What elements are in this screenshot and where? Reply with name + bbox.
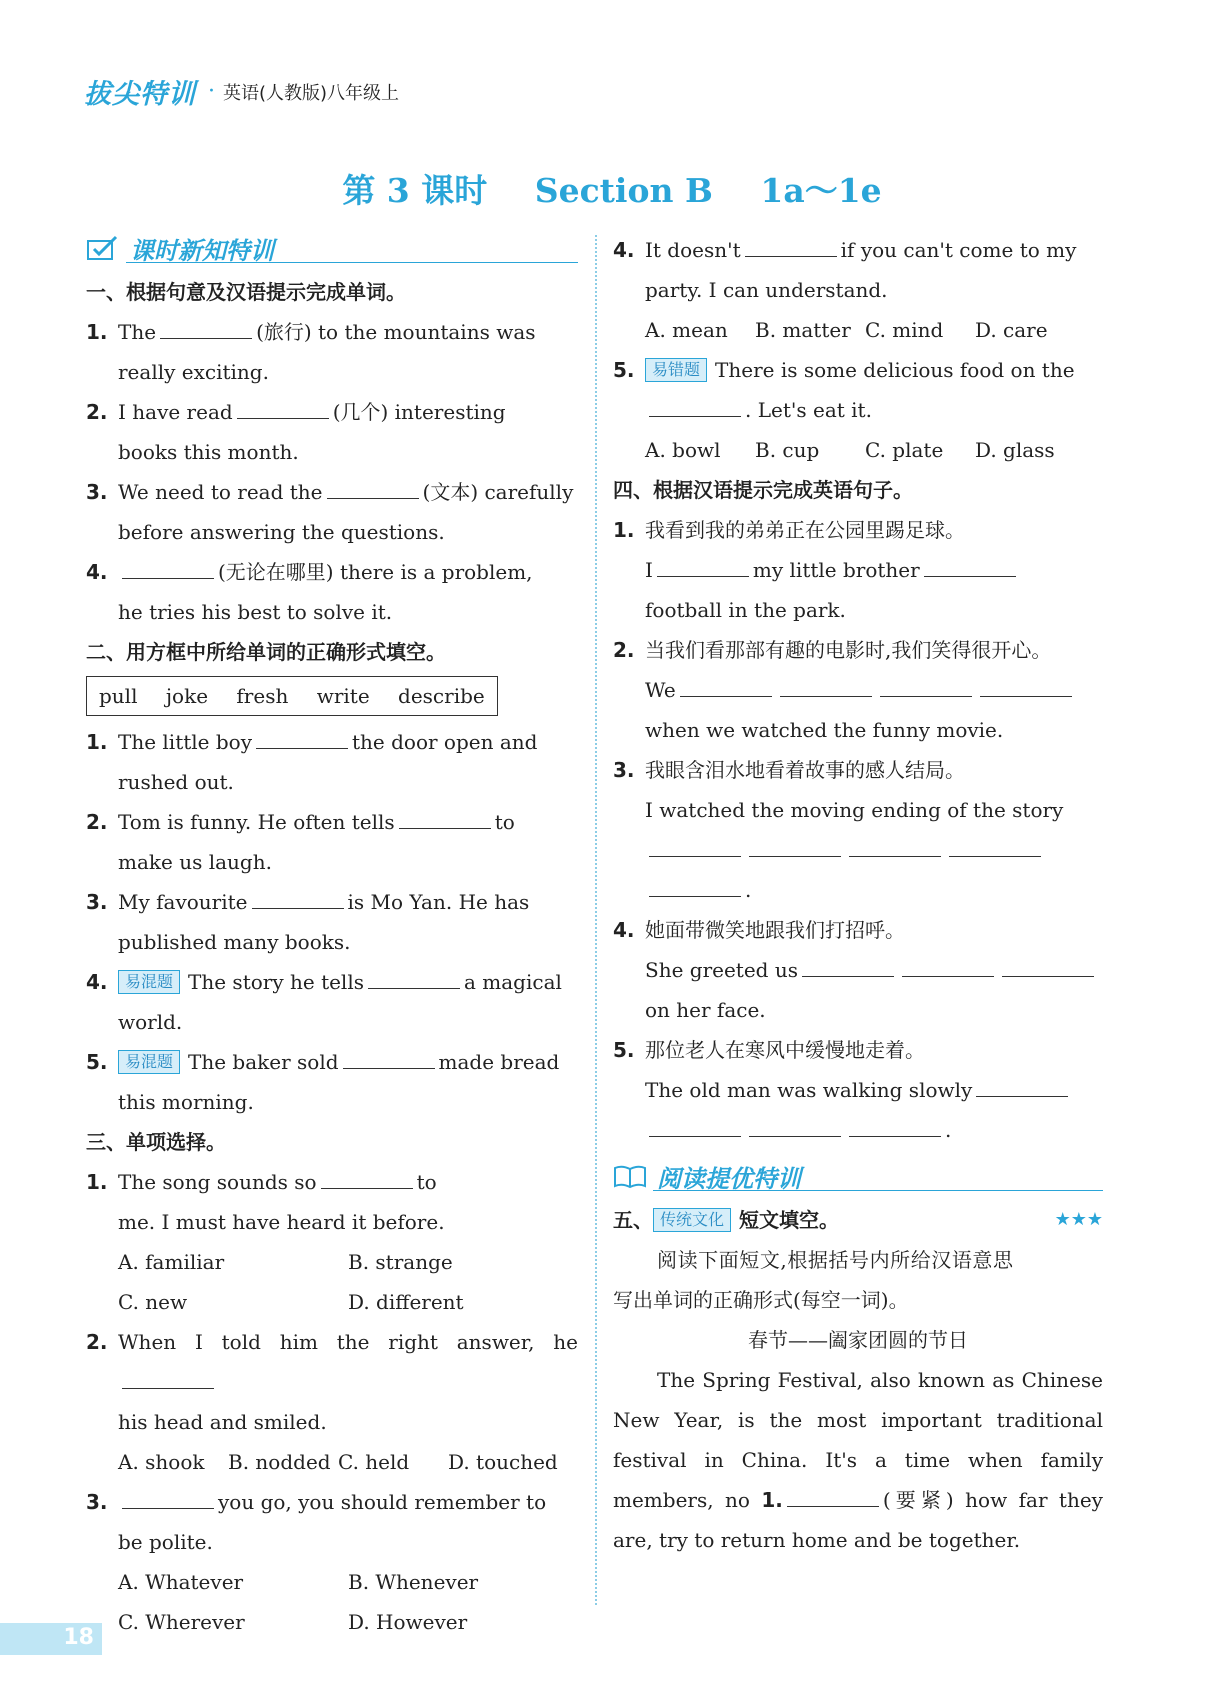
question-text: made bread: [438, 1050, 560, 1074]
question-text: a magical: [464, 970, 562, 994]
question-text: The song sounds so: [118, 1170, 317, 1194]
question-continuation: before answering the questions.: [118, 520, 445, 544]
question-number: 4.: [86, 970, 108, 994]
choice-options: [613, 310, 1103, 350]
answer-blank[interactable]: [649, 872, 741, 897]
answer-blank[interactable]: [321, 1164, 413, 1189]
question-number: 4.: [613, 238, 635, 262]
answer-blank[interactable]: [368, 964, 460, 989]
chinese-prompt: 那位老人在寒风中缓慢地走着。: [645, 1038, 925, 1062]
word-box-item: describe: [398, 684, 485, 708]
page-header: [84, 72, 399, 111]
question-text: The baker sold: [188, 1050, 339, 1074]
question-number: 2.: [86, 400, 108, 424]
option-c[interactable]: C. mind: [865, 318, 944, 342]
option-d[interactable]: D. care: [975, 318, 1048, 342]
question-text: When I told him the right answer, he: [118, 1330, 578, 1354]
option-d[interactable]: D. However: [348, 1610, 468, 1634]
part-heading: [613, 1200, 1103, 1240]
answer-blank[interactable]: [237, 394, 329, 419]
answer-line: .: [613, 870, 1103, 910]
brand-logo: 拔尖特训: [84, 79, 196, 110]
right-column: [613, 230, 1103, 1560]
choice-options: [613, 430, 1103, 470]
question-text: We: [645, 678, 676, 702]
section-rule: [653, 1190, 1103, 1191]
answer-blank[interactable]: [160, 314, 252, 339]
question-text: the door open and: [352, 730, 538, 754]
question-number: 2.: [86, 810, 108, 834]
answer-blank[interactable]: [749, 1112, 841, 1137]
question-continuation: on her face.: [645, 998, 766, 1022]
question-text: There is some delicious food on the: [715, 358, 1075, 382]
lesson-number: 第 3 课时: [342, 171, 488, 210]
question-item: [613, 630, 1103, 670]
answer-blank[interactable]: [976, 1072, 1068, 1097]
question-continuation: published many books.: [118, 930, 351, 954]
word-box-item: joke: [165, 684, 209, 708]
question-text: is Mo Yan. He has: [347, 890, 530, 914]
question-number: 3.: [613, 758, 635, 782]
question-item: [613, 910, 1103, 950]
question-number: 2.: [86, 1330, 108, 1354]
option-b[interactable]: B. strange: [348, 1250, 453, 1274]
option-a[interactable]: A. familiar: [118, 1250, 225, 1274]
question-item: [86, 552, 578, 592]
passage-segment: The Spring Festival, also known as Chinese New Year, is the most important traditional festival in China. It's a time when family members, no: [613, 1368, 1103, 1512]
question-item: [613, 1030, 1103, 1070]
answer-blank[interactable]: [649, 1112, 741, 1137]
answer-blank[interactable]: [902, 952, 994, 977]
answer-blank[interactable]: [880, 672, 972, 697]
question-tag-badge: 易错题: [645, 358, 707, 382]
part-number: 五、: [613, 1208, 653, 1232]
option-a[interactable]: A. shook: [118, 1450, 205, 1474]
question-item: [86, 722, 578, 762]
answer-blank[interactable]: [780, 672, 872, 697]
question-number: 5.: [613, 358, 635, 382]
part-heading: 二、用方框中所给单词的正确形式填空。: [86, 640, 446, 664]
part-heading-text: 短文填空。: [739, 1208, 840, 1232]
question-item: [86, 1482, 578, 1522]
question-number: 1.: [613, 518, 635, 542]
answer-blank[interactable]: [1002, 952, 1094, 977]
answer-blank[interactable]: [849, 1112, 941, 1137]
passage-title: 春节——阖家团圆的节日: [748, 1328, 968, 1352]
question-continuation: books this month.: [118, 440, 299, 464]
question-text: (无论在哪里) there is a problem,: [218, 560, 533, 584]
answer-blank[interactable]: [649, 392, 741, 417]
instructions: 阅读下面短文,根据括号内所给汉语意思写出单词的正确形式(每空一词)。: [613, 1248, 1013, 1312]
section-title: 阅读提优特训: [657, 1164, 801, 1193]
answer-blank[interactable]: [849, 832, 941, 857]
question-text: The story he tells: [188, 970, 364, 994]
question-number: 1.: [86, 730, 108, 754]
difficulty-stars: ★★★: [1054, 1209, 1103, 1230]
question-item: [86, 1042, 578, 1082]
chinese-prompt: 她面带微笑地跟我们打招呼。: [645, 918, 905, 942]
left-column: [86, 230, 578, 1642]
column-divider: [595, 235, 597, 1605]
question-item: [86, 472, 578, 512]
question-tag-badge: 易混题: [118, 1050, 180, 1074]
blank-number: 1.: [761, 1488, 783, 1512]
section-title: 课时新知特训: [130, 236, 274, 265]
question-item: [86, 802, 578, 842]
question-text: (几个) interesting: [332, 400, 506, 424]
choice-options: [86, 1242, 578, 1322]
question-continuation: rushed out.: [118, 770, 234, 794]
answer-blank[interactable]: [252, 884, 344, 909]
question-text: The: [118, 320, 157, 344]
option-d[interactable]: D. different: [348, 1290, 464, 1314]
option-c[interactable]: C. Wherever: [118, 1610, 245, 1634]
question-number: 1.: [86, 320, 108, 344]
question-text: I have read: [118, 400, 233, 424]
part-heading: 四、根据汉语提示完成英语句子。: [613, 478, 913, 502]
passage-segment: (要紧) how far they are, try to return home and be together.: [613, 1488, 1103, 1552]
option-a[interactable]: A. mean: [645, 318, 728, 342]
question-text: My favourite: [118, 890, 248, 914]
question-item: [613, 750, 1103, 790]
answer-blank[interactable]: [980, 672, 1072, 697]
question-text: The old man was walking slowly: [645, 1078, 973, 1102]
part-heading: 三、单项选择。: [86, 1130, 226, 1154]
passage-text: [613, 1360, 1103, 1560]
answer-blank[interactable]: [802, 952, 894, 977]
answer-blank[interactable]: [924, 552, 1016, 577]
answer-line: [613, 1070, 1103, 1110]
question-continuation: he tries his best to solve it.: [118, 600, 393, 624]
question-text: She greeted us: [645, 958, 798, 982]
answer-line: .: [613, 1110, 1103, 1150]
answer-line: [613, 950, 1103, 990]
word-box: [86, 676, 498, 716]
answer-line: [613, 830, 1103, 870]
question-text: you go, you should remember to: [218, 1490, 547, 1514]
question-text: if you can't come to my: [840, 238, 1077, 262]
question-continuation: really exciting.: [118, 360, 269, 384]
answer-blank[interactable]: [949, 832, 1041, 857]
question-text: Tom is funny. He often tells: [118, 810, 395, 834]
question-item: [86, 882, 578, 922]
header-dot: ·: [208, 79, 215, 104]
option-c[interactable]: C. new: [118, 1290, 188, 1314]
option-b[interactable]: B. cup: [755, 438, 820, 462]
answer-blank[interactable]: [122, 1484, 214, 1509]
page-number-tab: [0, 1623, 102, 1655]
question-item: [613, 350, 1103, 390]
answer-line: [613, 550, 1103, 590]
question-number: 5.: [613, 1038, 635, 1062]
subject-label: 英语(人教版)八年级上: [223, 82, 400, 104]
answer-blank[interactable]: [122, 554, 214, 579]
question-number: 2.: [613, 638, 635, 662]
choice-options: [86, 1562, 578, 1642]
word-box-item: write: [316, 684, 370, 708]
lesson-title: [0, 165, 1224, 212]
section-header-reading: [613, 1158, 1103, 1194]
question-text: It doesn't: [645, 238, 741, 262]
question-text: my little brother: [752, 558, 920, 582]
question-continuation: world.: [118, 1010, 183, 1034]
question-text: The little boy: [118, 730, 253, 754]
chinese-prompt: 当我们看那部有趣的电影时,我们笑得很开心。: [645, 638, 1052, 662]
question-text: We need to read the: [118, 480, 323, 504]
chinese-prompt: 我看到我的弟弟正在公园里踢足球。: [645, 518, 965, 542]
question-continuation: his head and smiled.: [118, 1410, 327, 1434]
answer-blank[interactable]: [680, 672, 772, 697]
answer-blank[interactable]: [657, 552, 749, 577]
choice-options: [86, 1442, 578, 1482]
answer-blank[interactable]: [343, 1044, 435, 1069]
question-text: . Let's eat it.: [745, 398, 872, 422]
option-d[interactable]: D. glass: [975, 438, 1055, 462]
option-b[interactable]: B. nodded: [228, 1450, 331, 1474]
question-number: 3.: [86, 1490, 108, 1514]
option-b[interactable]: B. matter: [755, 318, 851, 342]
answer-blank[interactable]: [749, 832, 841, 857]
page-number: 18: [63, 1625, 94, 1650]
question-text: I watched the moving ending of the story: [645, 798, 1064, 822]
question-number: 3.: [86, 480, 108, 504]
option-c[interactable]: C. plate: [865, 438, 944, 462]
question-tag-badge: 易混题: [118, 970, 180, 994]
question-continuation: make us laugh.: [118, 850, 272, 874]
answer-blank[interactable]: [787, 1482, 879, 1507]
answer-blank[interactable]: [649, 832, 741, 857]
word-box-item: pull: [99, 684, 138, 708]
question-continuation: football in the park.: [645, 598, 846, 622]
answer-blank[interactable]: [745, 232, 837, 257]
question-continuation: when we watched the funny movie.: [645, 718, 1004, 742]
question-text: I: [645, 558, 653, 582]
part-heading: 一、根据句意及汉语提示完成单词。: [86, 280, 406, 304]
open-book-icon: [613, 1163, 647, 1189]
question-item: [86, 392, 578, 432]
answer-blank[interactable]: [122, 1364, 214, 1389]
culture-tag-badge: 传统文化: [653, 1208, 731, 1232]
option-d[interactable]: D. touched: [448, 1450, 558, 1474]
answer-blank[interactable]: [327, 474, 419, 499]
question-continuation: this morning.: [118, 1090, 254, 1114]
section-header-new-knowledge: [86, 230, 578, 266]
question-item: [86, 1162, 578, 1202]
word-box-item: fresh: [236, 684, 289, 708]
question-number: 4.: [613, 918, 635, 942]
checkbook-icon: [86, 235, 120, 261]
section-range: 1a～1e: [760, 171, 882, 210]
question-continuation: party. I can understand.: [645, 278, 888, 302]
question-number: 1.: [86, 1170, 108, 1194]
option-a[interactable]: A. Whatever: [118, 1570, 244, 1594]
chinese-prompt: 我眼含泪水地看着故事的感人结局。: [645, 758, 965, 782]
question-text: to: [416, 1170, 437, 1194]
question-item: [86, 962, 578, 1002]
option-b[interactable]: B. Whenever: [348, 1570, 479, 1594]
option-a[interactable]: A. bowl: [645, 438, 721, 462]
section-name: Section B: [534, 171, 713, 210]
question-text: (旅行) to the mountains was: [256, 320, 536, 344]
question-number: 3.: [86, 890, 108, 914]
section-rule: [126, 262, 578, 263]
answer-line: [613, 670, 1103, 710]
question-continuation: [613, 390, 1103, 430]
answer-blank[interactable]: [256, 724, 348, 749]
question-continuation: be polite.: [118, 1530, 213, 1554]
question-number: 5.: [86, 1050, 108, 1074]
question-text: (文本) carefully: [422, 480, 574, 504]
question-item: [613, 510, 1103, 550]
question-number: 4.: [86, 560, 108, 584]
option-c[interactable]: C. held: [338, 1450, 410, 1474]
question-item: [86, 1322, 578, 1402]
question-item: [613, 230, 1103, 270]
question-continuation: me. I must have heard it before.: [118, 1210, 445, 1234]
question-text: to: [494, 810, 515, 834]
answer-blank[interactable]: [399, 804, 491, 829]
question-item: [86, 312, 578, 352]
